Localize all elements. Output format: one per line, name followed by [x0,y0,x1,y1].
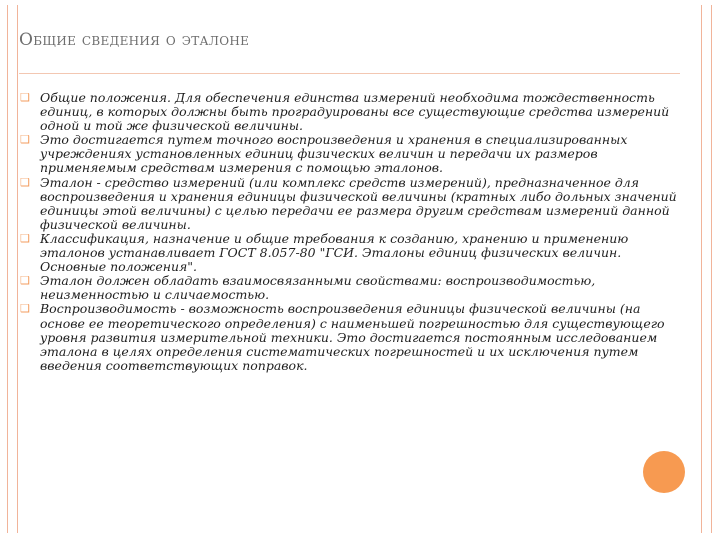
bullet-item [20,232,688,274]
left-frame-border [7,5,18,533]
bullet-icon: ❑ [20,133,30,147]
bullet-text: Эталон должен обладать взаимосвязанными свойствами: воспроизводимостью, неизменностью и сличаемостью. [40,273,596,303]
bullet-icon: ❑ [20,302,30,316]
bullet-text: Эталон - средство измерений (или комплекс средств измерений), предназначенное для воспроизведения и хранения единицы физической величины (кратных либо дольных значений единицы этой величины) с целью передачи ее размера другим средствам измерений данной физической величины. [40,174,677,232]
bullet-text: Классификация, назначение и общие требования к созданию, хранению и применению эталонов устанавливает ГОСТ 8.057-80 "ГСИ. Эталоны единиц физических величин. Основные положения". [40,230,629,275]
slide-title: Общие сведения о эталоне [19,30,250,50]
bullet-text: Это достигается путем точного воспроизведения и хранения в специализированных учреждениях установленных единиц физических величин и передачи их размеров применяемым средствам измерения с помощью эталонов. [40,132,628,176]
bullet-icon: ❑ [20,175,30,189]
bullet-item [20,274,688,302]
bullet-icon: ❑ [20,91,30,104]
bullet-item [20,91,688,133]
accent-circle [643,451,685,493]
bullet-item [20,133,688,175]
bullet-item [20,302,688,372]
right-frame-border [701,5,712,533]
bullet-text: Воспроизводимость - возможность воспроизведения единицы физической величины (на основе ее теоретического определения) с наименьшей погрешностью для существующего уровня развития измерительной техники. Это достигается постоянным исследованием эталона в целях определения систематических погрешностей и их исключения путем введения соответствующих поправок. [40,301,665,373]
bullet-text: Общие положения. Для обеспечения единства измерений необходима тождественность единиц, в которых должны быть проградуированы все существующие средства измерений одной и той же физической величины. [40,90,670,134]
bullet-item [20,176,688,232]
bullet-list [20,91,688,373]
bullet-icon: ❑ [20,231,30,245]
title-divider [19,73,680,74]
bullet-icon: ❑ [20,274,30,288]
